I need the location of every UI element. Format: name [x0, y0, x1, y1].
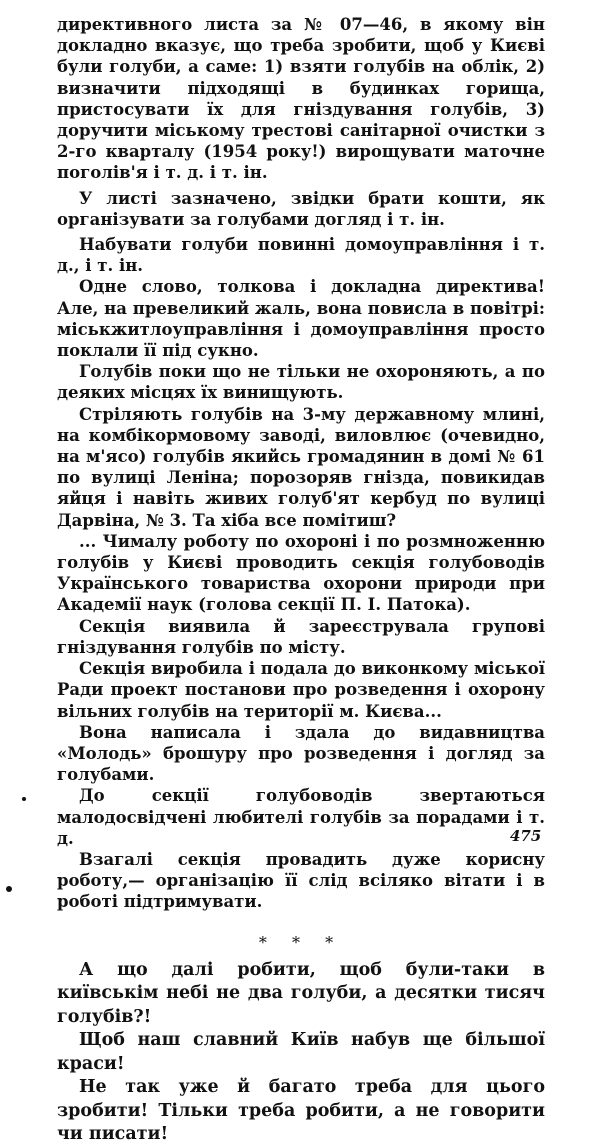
paragraph: До секції голубоводів звертаються малодосвідчені любителі голубів за порадами і т. д.: [57, 786, 545, 848]
paragraph: Набувати голуби повинні домоуправління і т. д., і т. ін.: [57, 235, 545, 276]
paragraph: У листі зазначено, звідки брати кошти, як організувати за голубами догляд і т. ін.: [57, 188, 545, 229]
paragraph: А що далі робити, щоб були-таки в київськім небі не два голуби, а десятки тисяч голубів?!: [57, 959, 545, 1027]
section-separator: * * *: [258, 932, 344, 952]
paragraph: Стріляють голубів на 3-му державному млині, на комбікормовому заводі, виловлює (очевидно, на м'ясо) голубів якийсь громадянин в домі № 61 по вулиці Леніна; порозоряв гнізда, повикидав яйця і навіть живих голуб'ят кербуд по вулиці Дарвіна, № 3. Та хіба все помітиш?: [57, 404, 545, 530]
paragraph: Вона написала і здала до видавництва «Молодь» брошуру про розведення і догляд за голубами.: [57, 722, 545, 785]
page-body: [57, 14, 545, 1147]
paragraph: Секція виробила і подала до виконкому міської Ради проект постанови про розведення і охорону вільних голубів на території м. Києва...: [57, 659, 545, 721]
paragraph: Не так уже й багато треба для цього зробити! Тільки треба робити, а не говорити чи писати!: [57, 1077, 545, 1145]
paragraph: директивного листа за № 07—46, в якому він докладно вказує, що треба зробити, щоб у Києві були голуби, а саме: 1) взяти голубів на облік, 2) визначити підходящі в будинках горища, пристосувати їх для гніздування голубів, 3) доручити міському трестові санітарної очистки з 2-го кварталу (1954 року!) вирощувати маточне поголів'я і т. д. і т. ін.: [57, 15, 545, 183]
page-number: 475: [510, 827, 542, 845]
paragraph: Щоб наш славний Київ набув ще більшої краси!: [57, 1030, 545, 1074]
paragraph: ... Чималу роботу по охороні і по розмноженню голубів у Києві проводить секція голубоводів Українського товариства охорони природи при Академії наук (голова секції П. І. Патока).: [57, 531, 545, 615]
paragraph: Голубів поки що не тільки не охороняють, а по деяких місцях їх винищують.: [57, 362, 545, 403]
paragraph: Секція виявила й зареєструвала групові гніздування голубів по місту.: [57, 616, 545, 657]
print-speck: [22, 797, 26, 801]
print-speck: [6, 886, 12, 892]
paragraph: Взагалі секція провадить дуже корисну роботу,— організацію її слід всіляко вітати і в роботі підтримувати.: [57, 849, 545, 912]
paragraph: Одне слово, толкова і докладна директива! Але, на превеликий жаль, вона повисла в повітрі: міськжитлоуправління і домоуправління просто поклали її під сукно.: [57, 277, 545, 361]
